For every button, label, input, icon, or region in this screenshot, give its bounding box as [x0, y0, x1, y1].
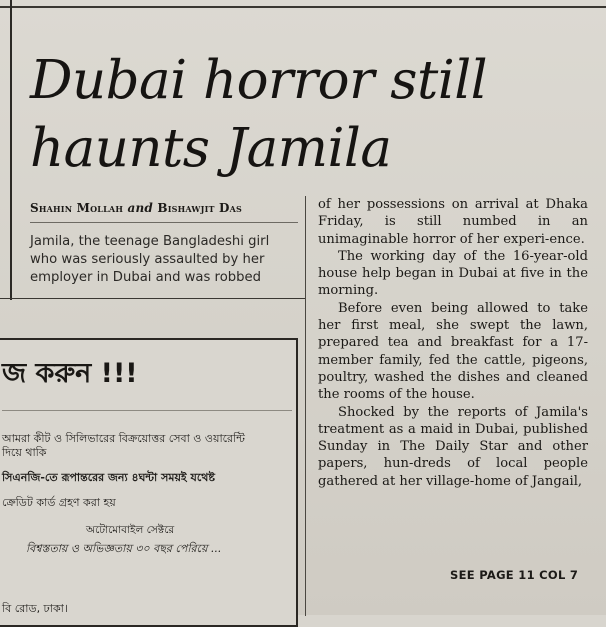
ad-rule	[2, 410, 292, 411]
body-paragraph: of her possessions on arrival at Dhaka Friday, is still numbed in an unimaginable horror of her experi-ence.	[318, 197, 588, 247]
headline-line-1: Dubai horror still	[30, 50, 488, 111]
continuation-note: SEE PAGE 11 COL 7	[450, 568, 579, 582]
headline-line-2: haunts Jamila	[30, 118, 392, 179]
ad-line: দিয়ে থাকি	[2, 446, 47, 459]
body-paragraph: Shocked by the reports of Jamila's treatment as a maid in Dubai, published Sunday in The Daily Star and other papers, hun-dreds of local people gathered at her village-home of Jangail,	[318, 404, 588, 489]
advertisement-box	[0, 338, 298, 627]
ad-line: আমরা কীট ও সিলিভারের বিক্রয়োত্তর সেবা ও ওয়ারেন্টি	[2, 432, 245, 445]
byline-author-1: Shahin Mollah	[30, 201, 124, 215]
byline-author-2: Bishawjit Das	[157, 201, 243, 215]
body-paragraph: The working day of the 16-year-old house help began in Dubai at five in the morning.	[318, 248, 588, 299]
ad-line: ক্রেডিট কার্ড গ্রহণ করা হয়	[2, 496, 116, 509]
ad-footer-line-1: অটোমোবাইল সেক্টরে	[86, 524, 175, 536]
top-rule	[0, 6, 606, 8]
ad-headline: জ করুন !!!	[2, 358, 138, 389]
article-body	[318, 196, 588, 490]
article-lede: Jamila, the teenage Bangladeshi girl who was seriously assaulted by her employer in Dubai and was robbed	[30, 234, 270, 285]
body-paragraph: Before even being allowed to take her first meal, she swept the lawn, prepared tea and breakfast for a 17-member family, fed the cattle, pigeons, poultry, washed the dishes and cleaned the rooms of the house.	[318, 300, 588, 403]
byline	[30, 201, 300, 215]
lede-bottom-rule	[0, 298, 305, 299]
left-column-rule	[10, 0, 12, 300]
article-headline	[30, 50, 590, 180]
ad-line: সিএনজি-তে রূপান্তরের জন্য ৪ঘন্টা সময়ই যথেষ্ট	[2, 471, 215, 484]
byline-rule	[30, 222, 298, 223]
column-divider	[305, 196, 306, 616]
ad-footer-line-2: বিশ্বস্ততায় ও অভিজ্ঞতায় ৩০ বছর পেরিয়ে ...	[26, 542, 222, 555]
ad-bottom-text: বি রোড, ঢাকা।	[2, 602, 68, 615]
byline-and: and	[127, 201, 153, 215]
